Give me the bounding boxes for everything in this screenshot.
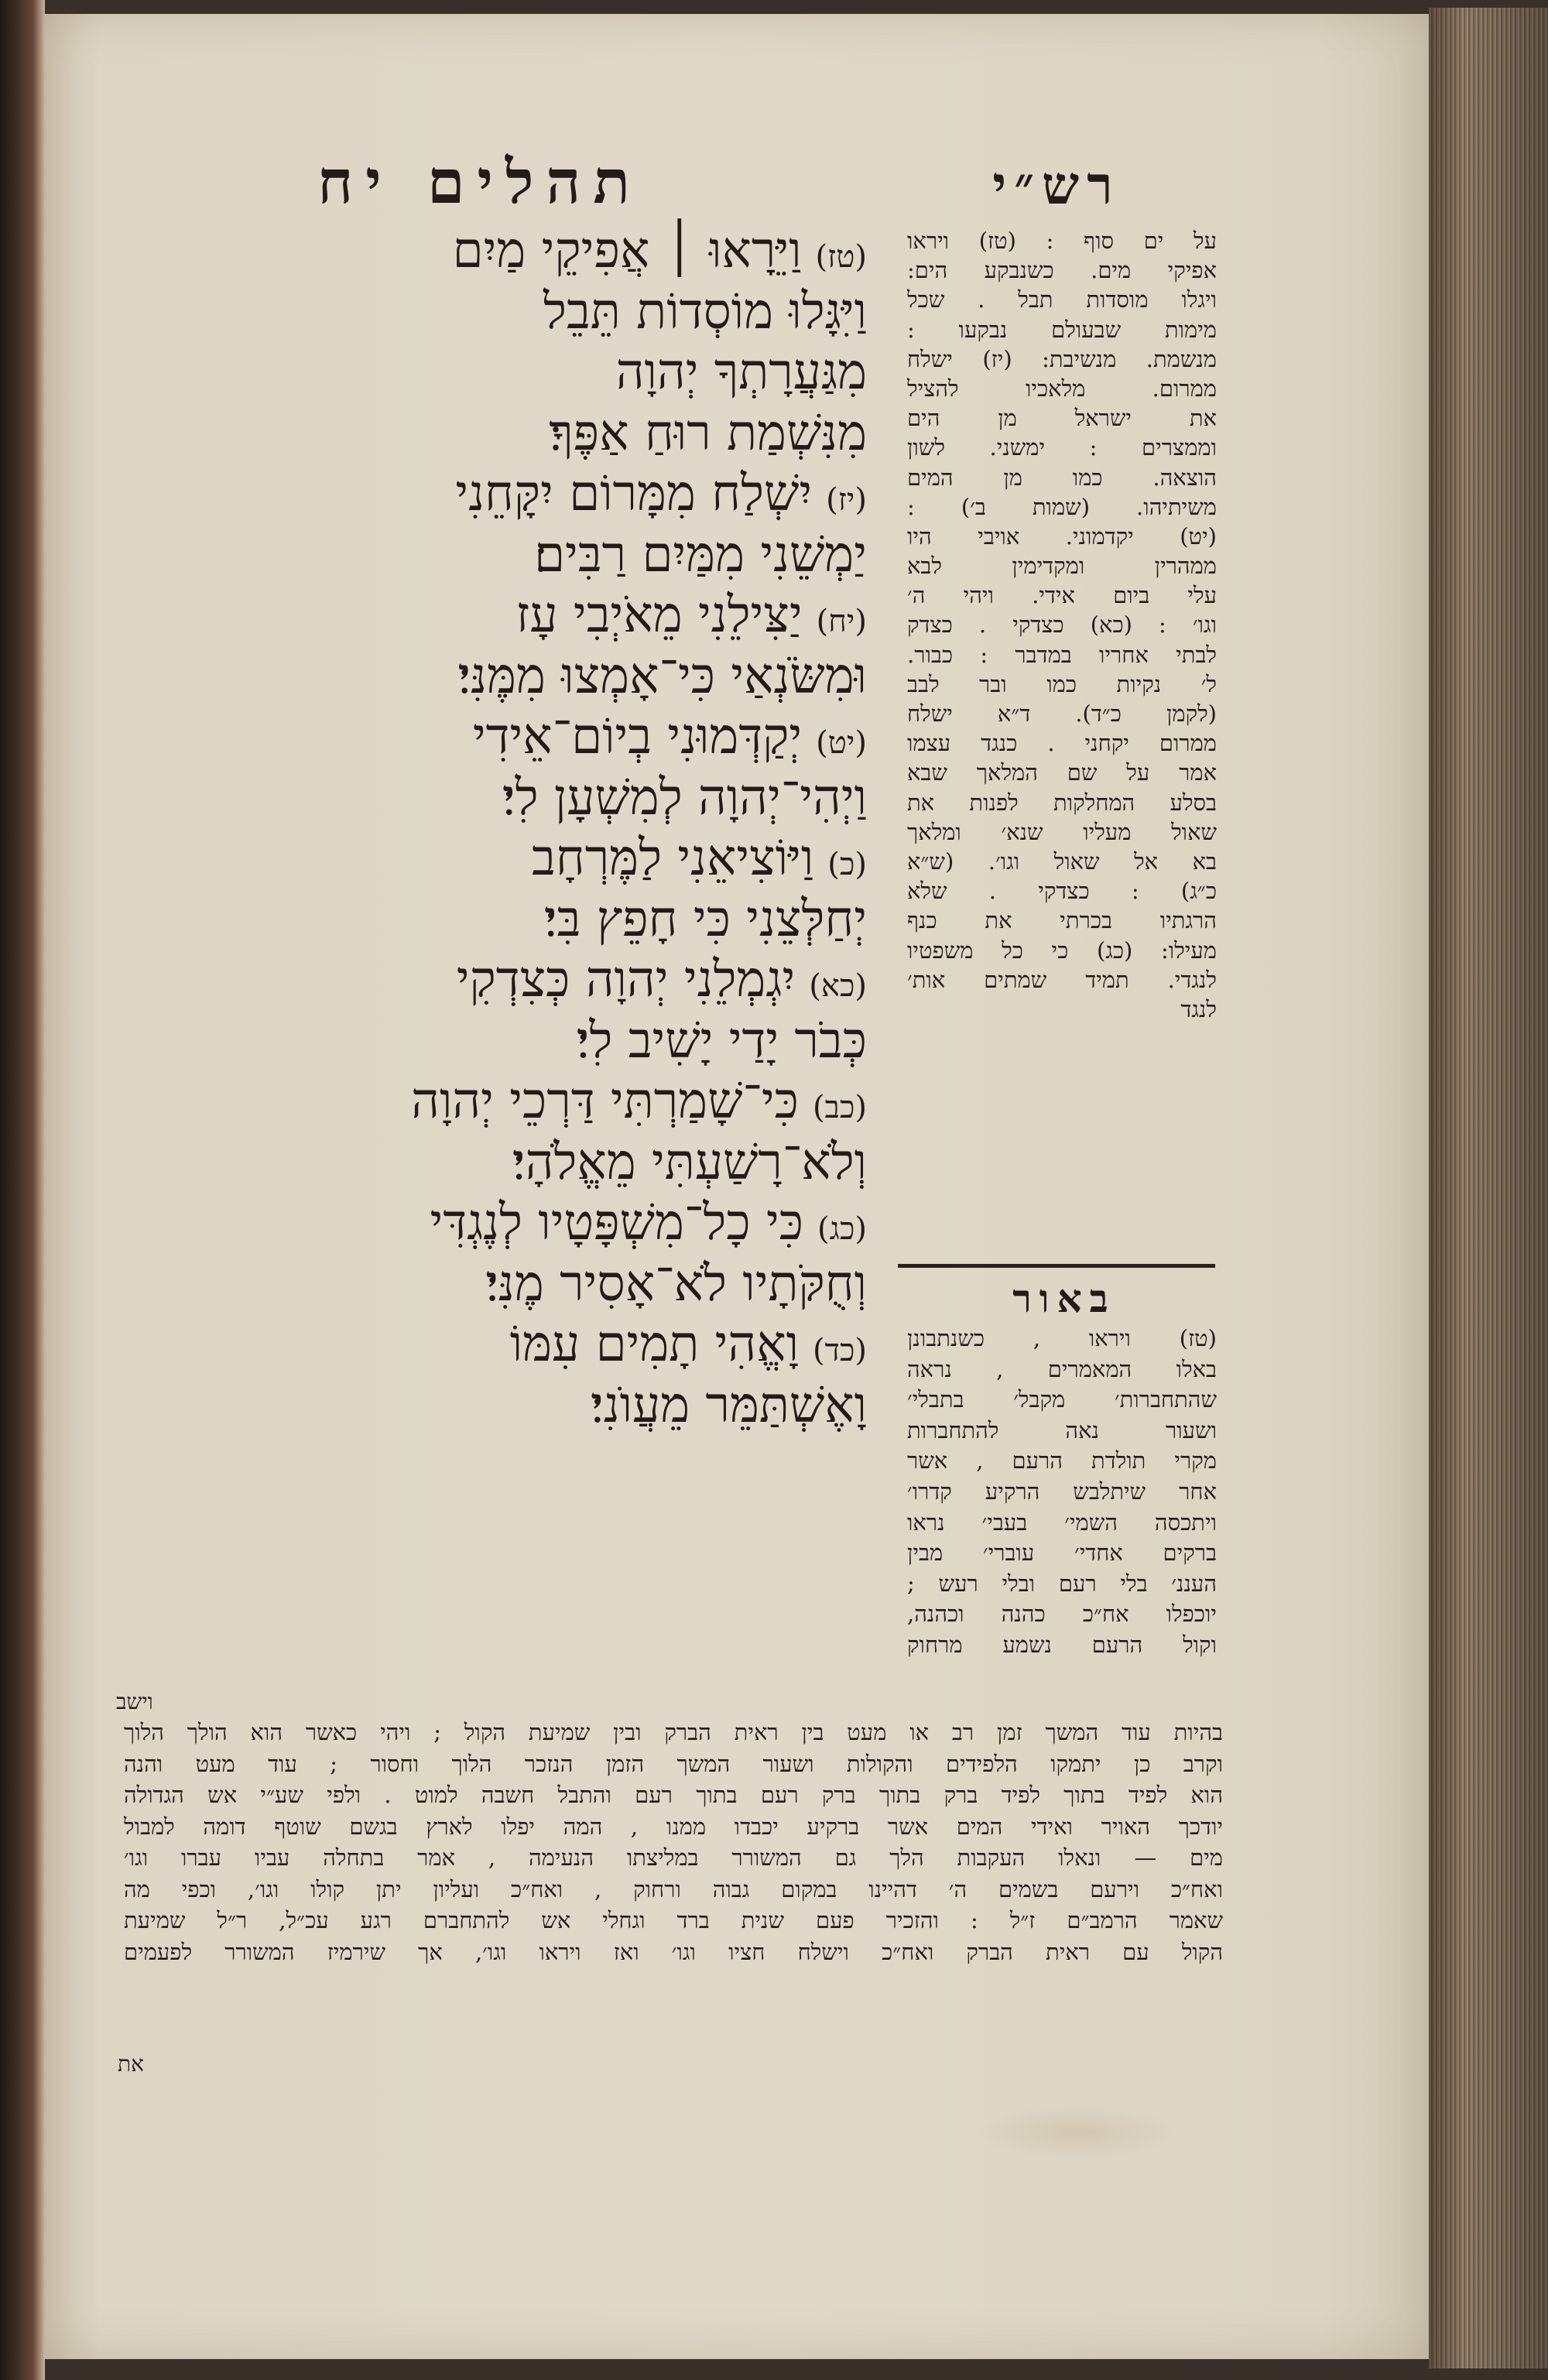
bottom-commentary-line: ואח״כ וירעם בשמים ה׳ דהיינו במקום גבוה ורחוק , ואח״כ ועליון יתן קולו וגו׳, וכפי מה [124, 1875, 1223, 1902]
bottom-commentary-line: וקרב כן יתמקו הלפידים והקולות ושעור המשך הזמן הנזכר הלוך וחסור ; עוד מעט והנה [124, 1750, 1223, 1777]
verse-number: (טז) [815, 239, 867, 275]
verse-text: מִנִּשְׁמַת רוּחַ אַפֶּךָ׃ [549, 404, 867, 462]
rashi-line: לנגדי. תמיד שמתים אות׳ [907, 966, 1217, 993]
psalm-line [194, 403, 867, 464]
rashi-line: (יט) יקדמוני. אויבי היו [907, 522, 1217, 550]
rashi-line: וממצרים : ימשני. לשון [907, 434, 1217, 461]
verse-text: יַמְשֵׁנִי מִמַּיִם רַבִּים׃ [534, 526, 867, 584]
psalm-line [194, 1193, 867, 1254]
verse-text: מִגַּעֲרָתְךָ יְהוָה [615, 344, 867, 401]
rashi-line: הרגתיו בכרתי את כנף [907, 907, 1217, 934]
verse-text: וָאֱהִי תָמִים עִמּוֹ [509, 1316, 799, 1373]
section-divider [898, 1264, 1215, 1268]
rashi-line: (לקמן כ״ד). ד״א ישלח [907, 700, 1217, 727]
verse-text: וָאֶשְׁתַּמֵּר מֵעֲוֺנִי׃ [591, 1376, 867, 1434]
biur-line: יוכפלו אח״כ כהנה וכהנה, [907, 1601, 1217, 1628]
psalm-line [194, 282, 867, 343]
book-spine-edge [0, 0, 45, 2380]
rashi-line: ממרום. מלאכיו להציל [907, 375, 1217, 402]
book-title-header: תהלים יח [317, 147, 642, 217]
commentary-header: רש״י [992, 155, 1121, 217]
page-stack-edge [1429, 8, 1548, 2368]
verse-number: (כב) [812, 1090, 867, 1125]
biur-line: העננ׳ בלי רעם ובלי רעש ; [907, 1570, 1217, 1597]
rashi-line: ממהרין ומקדימין לבא [907, 553, 1217, 580]
verse-text: יִשְׁלַח מִמָּרוֹם יִקָּחֵנִי [455, 465, 813, 522]
bottom-commentary [124, 1717, 1223, 1967]
biur-line: אחר שיתלבש הרקיע קדרו׳ [907, 1478, 1217, 1505]
verse-text: כִּי כָל־מִשְׁפָּטָיו לְנֶגְדִּי [430, 1194, 804, 1252]
rashi-line: עלי ביום אידי. ויהי ה׳ [907, 582, 1217, 609]
verse-text: כִּי־שָׁמַרְתִּי דַּרְכֵי יְהוָה [411, 1073, 799, 1130]
verse-text: וַיּוֹצִיאֵנִי לַמֶּרְחָב [532, 830, 814, 887]
rashi-line: מעילו: (כג) כי כל משפטיו [907, 937, 1217, 964]
rashi-line: מימות שבעולם נבקעו : [907, 316, 1217, 343]
verse-text: וּמִשֹּׂנְאַי כִּי־אָמְצוּ מִמֶּנִּי׃ [457, 647, 867, 705]
bottom-commentary-line: יודכך האויר ואידי המים אשר ברקיע יכבדו ממנו , המה יפלו לארץ בגשם שוטף דומה למבול [124, 1813, 1223, 1840]
verse-text: וַיֵּרָאוּ ׀ אֲפִיקֵי מַיִם [452, 222, 802, 279]
bottom-commentary-line: בהיות עוד המשך זמן רב או מעט בין ראית הברק ובין שמיעת הקול ; ויהי כאשר הוא הולך הלוך [124, 1719, 1223, 1745]
biur-line: מקרי תולדת הרעם , אשר [907, 1447, 1217, 1474]
psalm-line [194, 1375, 867, 1437]
rashi-line: שאול מעליו שנא׳ ומלאך [907, 818, 1217, 845]
bottom-commentary-line: הקול עם ראית הברק ואח״כ וישלח חציו וגו׳ ואז ויראו וגו׳, אך שירמיז המשורר לפעמים [124, 1938, 1223, 1965]
psalm-line [194, 464, 867, 525]
psalm-line [194, 768, 867, 829]
psalm-line [194, 1314, 867, 1375]
verse-number: (כג) [817, 1211, 867, 1247]
rashi-line: לנגד [1180, 995, 1217, 1022]
verse-text: כְּבֹר יָדַי יָשִׁיב לִי׃ [576, 1012, 867, 1070]
verse-text: יְחַלְּצֵנִי כִּי חָפֵץ בִּי׃ [543, 890, 867, 948]
verse-number: (כד) [813, 1333, 867, 1368]
psalm-line [194, 1254, 867, 1315]
rashi-line: כ״ג) : כצדקי . שלא [907, 878, 1217, 905]
psalm-line [194, 221, 867, 282]
biur-line: וקול הרעם נשמע מרחוק [907, 1631, 1217, 1658]
biur-line: שהתחברות׳ מקבל׳ בתבלי׳ [907, 1386, 1217, 1413]
rashi-commentary-column [907, 226, 1217, 1024]
psalm-line [194, 525, 867, 586]
rashi-line: ויגלו מוסדות תבל . שכל [907, 286, 1217, 313]
rashi-line: אפיקי מים. כשנבקע הים: [907, 257, 1217, 284]
verse-text: יְקַדְּמוּנִי בְיוֹם־אֵידִי [472, 708, 803, 765]
verse-text: יִגְמְלֵנִי יְהוָה כְּצִדְקִי [456, 951, 796, 1009]
rashi-line: לבתי אחריו במדבר : כבור. [907, 641, 1217, 668]
bottom-commentary-line: מים — ונאלו העקבות הלך גם המשורר במליצתו הנעימה , אמר בתחלה עביו עברו וגו׳ [124, 1844, 1223, 1871]
psalm-line [194, 1071, 867, 1132]
psalm-line [194, 1132, 867, 1193]
psalm-line [194, 646, 867, 707]
rashi-line: את ישראל מן הים [907, 405, 1217, 432]
bottom-commentary-line: שאמר הרמב״ם ז״ל : והזכיר פעם שנית ברד וגחלי אש להתחברם רגע עכ״ל, ר״ל שמיעת [124, 1907, 1223, 1933]
biur-line: באלו המאמרים , נראה [907, 1355, 1217, 1382]
biur-commentary-column [907, 1324, 1217, 1661]
verse-number: (יט) [816, 725, 867, 761]
rashi-line: בא אל שאול וגו׳. (ש״א [907, 848, 1217, 875]
verse-text: וְחֻקֹּתָיו לֹא־אָסִיר מֶנִּי׃ [485, 1255, 867, 1313]
rashi-line: אמר על שם המלאך שבא [907, 759, 1217, 786]
rashi-line: וגו׳ : (כא) כצדקי . כצדק [907, 611, 1217, 639]
verse-number: (יז) [826, 482, 867, 518]
rashi-line: מנשמת. מנשיבת: (יז) ישלח [907, 345, 1217, 372]
biur-line: (טז) ויראו , כשנתבונן [907, 1325, 1217, 1351]
psalm-line [194, 585, 867, 646]
psalm-text-column [194, 221, 867, 1436]
rashi-line: ממרום יקחני . כנגד עצמו [907, 730, 1217, 757]
biur-line: ויתכסה השמי׳ בעבי׳ נראו [907, 1508, 1217, 1536]
rashi-line: על ים סוף : (טז) ויראו [907, 228, 1217, 254]
psalm-line [194, 950, 867, 1011]
biur-heading: באור [1012, 1276, 1116, 1321]
verse-text: יַצִּילֵנִי מֵאֹיְבִי עָז [515, 587, 803, 644]
verse-text: וַיְהִי־יְהוָה לְמִשְׁעָן לִי׃ [502, 769, 867, 827]
rashi-line: ל׳ נקיות כמו ובר לבב [907, 670, 1217, 697]
biur-line: ושעור נאה להתחברות [907, 1416, 1217, 1443]
verse-number: (כ) [827, 847, 867, 882]
catchword-middle: וישב [116, 1689, 153, 1714]
verse-number: (כא) [809, 968, 867, 1004]
psalm-line [194, 889, 867, 950]
psalm-line [194, 342, 867, 403]
verse-number: (יח) [816, 604, 867, 639]
rashi-line: הוצאה. כמו מן המים [907, 464, 1217, 491]
paper-stain [975, 2105, 1176, 2159]
rashi-line: בסלע המחלקות לפנות את [907, 789, 1217, 816]
bottom-commentary-line: הוא לפיד בתוך לפיד ברק בתוך ברק רעם בתוך רעם והתבל חשבה למוט . ולפי שע״י אש הגדולה [124, 1782, 1223, 1808]
psalm-line [194, 1011, 867, 1072]
verse-text: וְלֹא־רָשַׁעְתִּי מֵאֱלֹהָי׃ [512, 1133, 867, 1191]
psalm-line [194, 828, 867, 889]
verse-text: וַיִּגָּלוּ מוֹסְדוֹת תֵּבֵל [543, 283, 867, 341]
biur-line: ברקים אחדי׳ עוברי׳ מבין [907, 1539, 1217, 1567]
psalm-line [194, 707, 867, 768]
catchword-bottom: את [118, 2051, 144, 2077]
rashi-line: משיתיהו. (שמות ב׳) : [907, 493, 1217, 520]
